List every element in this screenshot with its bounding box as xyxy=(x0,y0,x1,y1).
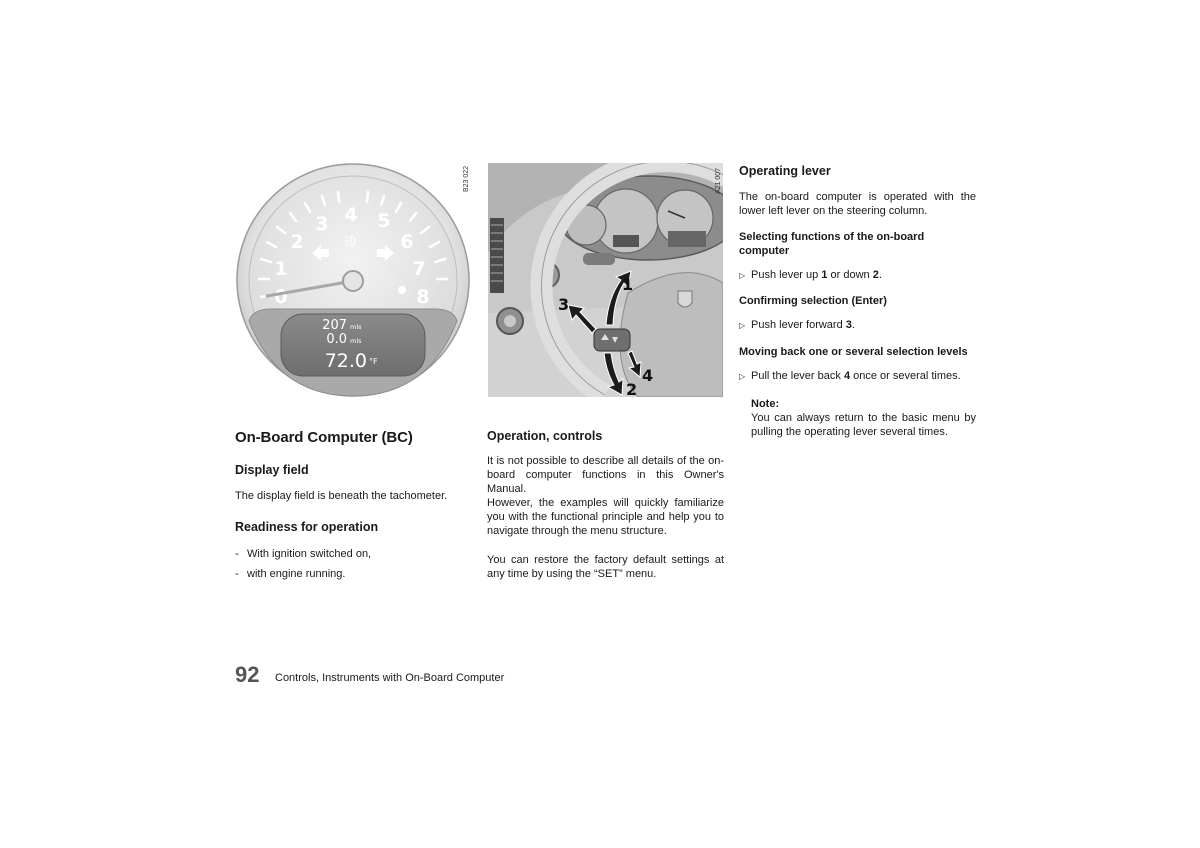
step-triangle-icon: ▷ xyxy=(739,372,746,381)
callout-2: 2 xyxy=(626,380,638,397)
list-item: - with engine running. xyxy=(235,568,346,580)
callout-4: 4 xyxy=(642,366,654,385)
page-number: 92 xyxy=(235,662,260,687)
dial-number-0: 0 xyxy=(274,286,288,308)
step-triangle-icon: ▷ xyxy=(739,271,746,280)
confirm-selection-step: ▷ Push lever forward 3. xyxy=(739,319,855,331)
air-vent-icon xyxy=(490,218,504,293)
step-triangle-icon: ▷ xyxy=(739,321,746,330)
display-field-text: The display field is beneath the tachometer. xyxy=(235,490,448,502)
readiness-heading: Readiness for operation xyxy=(235,520,379,534)
display-distance2-unit: mls xyxy=(350,337,362,345)
operation-para2: However, the examples will quickly familiarize you with the functional principle and help you to navigate through the menu structure. xyxy=(487,497,724,537)
warning-lamp-icon xyxy=(398,286,406,294)
display-temperature: 72.0 xyxy=(324,350,367,372)
tacho-figure-code: B23 022 xyxy=(463,165,470,192)
display-field-heading: Display field xyxy=(235,463,309,477)
footer-section: Controls, Instruments with On-Board Computer xyxy=(275,672,505,684)
operation-para3: You can restore the factory default settings at any time by using the “SET” menu. xyxy=(487,554,724,580)
dial-number-4: 4 xyxy=(344,204,358,226)
dial-number-1: 1 xyxy=(274,258,288,280)
tachometer-illustration xyxy=(233,163,473,398)
readiness-list xyxy=(235,547,465,581)
dial-number-6: 6 xyxy=(400,231,414,253)
porsche-crest-icon xyxy=(678,291,692,307)
operation-controls-heading: Operation, controls xyxy=(487,429,603,443)
display-temperature-unit: °F xyxy=(369,357,378,366)
moving-back-step: ▷ Pull the lever back 4 once or several times. xyxy=(739,370,961,382)
steering-wheel-illustration xyxy=(488,163,723,397)
operating-lever-heading: Operating lever xyxy=(739,164,831,178)
display-distance1-unit: mls xyxy=(350,323,362,331)
dial-number-7: 7 xyxy=(412,258,426,280)
display-distance2: 0.0 xyxy=(326,332,347,347)
confirm-selection-heading: Confirming selection (Enter) xyxy=(739,295,887,307)
moving-back-heading: Moving back one or several selection levels xyxy=(739,346,968,358)
section-title: On-Board Computer (BC) xyxy=(235,429,413,446)
steering-figure xyxy=(488,163,723,397)
operation-para1: It is not possible to describe all details of the on-board computer functions in this Owner's Manual. xyxy=(487,455,724,495)
dial-number-2: 2 xyxy=(290,231,304,253)
steering-figure-code: A21 007 xyxy=(715,167,722,194)
display-distance1: 207 xyxy=(322,318,347,333)
operating-lever-intro: The on-board computer is operated with the lower left lever on the steering column. xyxy=(739,191,976,217)
dial-number-5: 5 xyxy=(377,210,391,232)
tachometer-figure xyxy=(233,163,473,398)
select-functions-step: ▷ Push lever up 1 or down 2. xyxy=(739,269,882,281)
stalk-upper xyxy=(583,253,615,265)
callout-1: 1 xyxy=(622,275,634,294)
dial-number-3: 3 xyxy=(315,213,329,235)
note-text: You can always return to the basic menu by pulling the operating lever several times. xyxy=(751,412,976,438)
select-functions-heading: Selecting functions of the on-board computer xyxy=(739,231,925,257)
bc-operating-lever xyxy=(594,329,630,351)
needle-hub xyxy=(343,271,363,291)
note-label: Note: xyxy=(751,398,780,410)
dial-number-8: 8 xyxy=(416,286,430,308)
callout-3: 3 xyxy=(558,295,570,314)
list-item: - With ignition switched on, xyxy=(235,548,372,560)
